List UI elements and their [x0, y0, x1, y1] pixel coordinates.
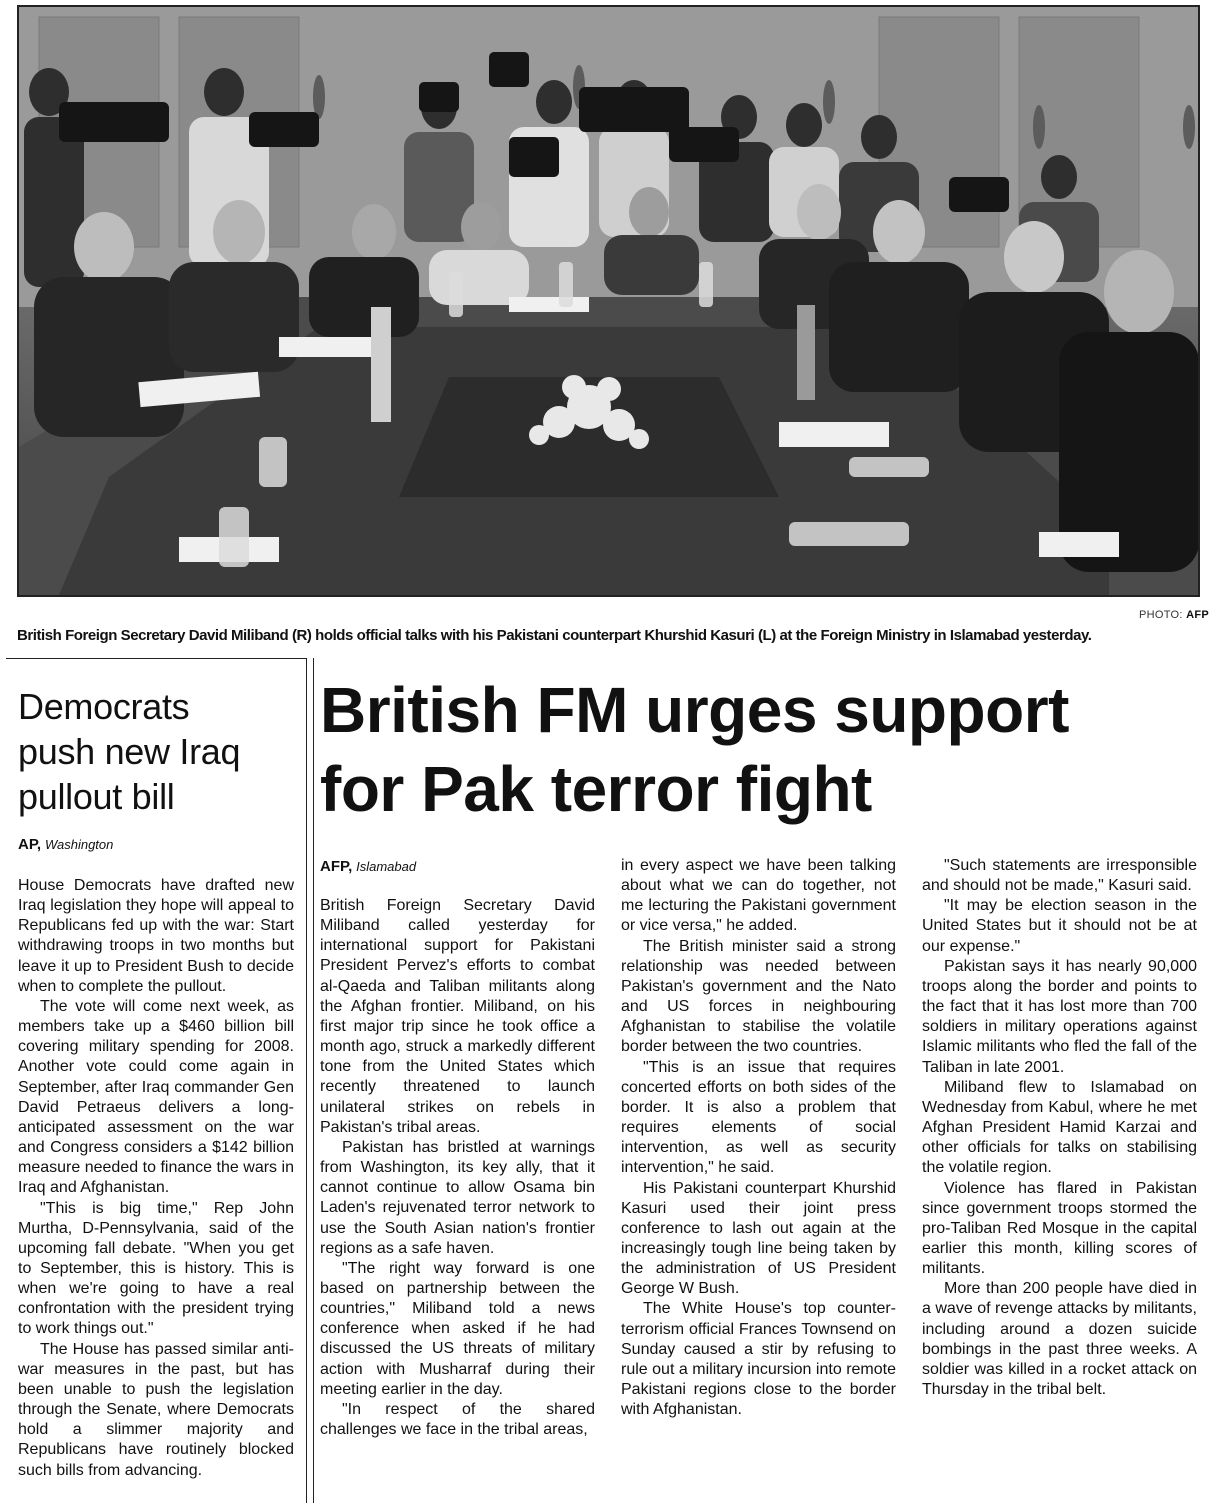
main-paragraph: "In respect of the shared challenges we face in the tribal areas, [320, 1400, 595, 1439]
photo-illustration [19, 7, 1198, 595]
main-column-2 [621, 856, 896, 1420]
main-column-1 [320, 896, 595, 1440]
main-paragraph: Pakistan says it has nearly 90,000 troops along the border and points to the fact that it has lost more than 700 soldiers in military operations against Islamic militants who fled the fall of the Taliban in late 2001. [922, 957, 1197, 1076]
main-paragraph: Pakistan has bristled at warnings from Washington, its key ally, that it cannot continue to allow Osama bin Laden's rejuvenated terror network to use the South Asian nation's frontier regions as a safe haven. [320, 1138, 595, 1257]
sidebar-headline-line: push new Iraq [18, 731, 241, 772]
main-agency: AFP, [320, 858, 353, 875]
sidebar-top-rule [6, 658, 306, 659]
main-headline-line: British FM urges support [320, 674, 1069, 746]
main-column-3 [922, 856, 1197, 1400]
main-paragraph: His Pakistani counterpart Khurshid Kasuri used their joint press conference to lash out again at the increasingly tough line being taken by the administration of US President George W Bush. [621, 1179, 896, 1298]
main-headline [320, 671, 1215, 829]
sidebar-paragraph: The House has passed similar anti-war measures in the past, but has been unable to push the legislation through the Senate, where Democrats hold a slimmer majority and Republicans have routinely blocked such bills from advancing. [18, 1340, 294, 1479]
main-paragraph: "Such statements are irresponsible and should not be made," Kasuri said. [922, 857, 1197, 895]
photo-credit-label: PHOTO: [1138, 609, 1183, 621]
main-paragraph: The White House's top counter-terrorism official Frances Townsend on Sunday caused a stir by refusing to rule out a military incursion into remote Pakistani regions close to the border with Afghanistan. [621, 1300, 896, 1419]
main-paragraph: Miliband flew to Islamabad on Wednesday from Kabul, where he met Afghan President Hamid Karzai and other officials for talks on stabilising the volatile region. [922, 1078, 1197, 1177]
main-dateline [320, 858, 416, 875]
main-paragraph: "This is an issue that requires concerted efforts on both sides of the border. It is also a problem that requires elements of social intervention, as well as security intervention," he said. [621, 1058, 896, 1177]
sidebar-body [18, 876, 294, 1481]
sidebar-dateline [18, 836, 113, 853]
sidebar-headline-line: Democrats [18, 686, 190, 727]
main-place: Islamabad [356, 859, 417, 874]
news-photo [17, 5, 1200, 597]
sidebar-headline-line: pullout bill [18, 776, 175, 817]
main-paragraph: British Foreign Secretary David Miliband called yesterday for international support for Pakistani President Pervez's efforts to combat al-Qaeda and Taliban militants along the Afghan frontier. Miliband, on his first major trip since he took office a month ago, struck a markedly different tone from the United States which recently threatened to launch unilateral strikes on rebels in Pakistan's tribal areas. [320, 897, 595, 1136]
sidebar-paragraph: "This is big time," Rep John Murtha, D-Pennsylvania, said of the upcoming fall debate. "When you get to September, this is history. This is when we're going to have a real confrontation with the president trying to work things out." [18, 1199, 294, 1338]
main-paragraph: More than 200 people have died in a wave of revenge attacks by militants, including around a dozen suicide bombings in the past three weeks. A soldier was killed in a rocket attack on Thursday in the tribal belt. [922, 1280, 1197, 1399]
sidebar-headline [18, 684, 298, 819]
main-paragraph: in every aspect we have been talking about what we can do together, not me lecturing the Pakistani government or vice versa," he added. [621, 857, 896, 935]
main-headline-line: for Pak terror fight [320, 753, 872, 825]
main-paragraph: "The right way forward is one based on partnership between the countries," Miliband told a news conference when asked if he had discussed the US threats of military action with Musharraf during their meeting earlier in the day. [320, 1259, 595, 1398]
main-story-column-rule [313, 658, 314, 1503]
photo-caption: British Foreign Secretary David Miliband (R) holds official talks with his Pakistani counterpart Khurshid Kasuri (L) at the Foreign Ministry in Islamabad yesterday. [17, 627, 1092, 644]
main-paragraph: The British minister said a strong relationship was needed between Pakistan's government and the Nato and US forces in neighbouring Afghanistan to stabilise the volatile border between the two countries. [621, 937, 896, 1056]
sidebar-agency: AP, [18, 836, 42, 853]
sidebar-column-rule [306, 658, 307, 1503]
photo-credit-agency: AFP [1186, 609, 1209, 621]
sidebar-paragraph: The vote will come next week, as members take up a $460 billion bill covering military spending for 2008. Another vote could come again in September, after Iraq commander Gen David Petraeus delivers a long-anticipated assessment on the war and Congress considers a $142 billion measure needed to finance the wars in Iraq and Afghanistan. [18, 997, 294, 1197]
photo-credit [1139, 609, 1209, 621]
sidebar-place: Washington [44, 837, 114, 852]
main-paragraph: "It may be election season in the United States but it should not be at our expense." [922, 897, 1197, 955]
main-paragraph: Violence has flared in Pakistan since government troops stormed the pro-Taliban Red Mosque in the capital earlier this month, killing scores of militants. [922, 1179, 1197, 1278]
sidebar-paragraph: House Democrats have drafted new Iraq legislation they hope will appeal to Republicans fed up with the war: Start withdrawing troops in two months but leave it up to President Bush to decide when to complete the pullout. [18, 877, 294, 995]
